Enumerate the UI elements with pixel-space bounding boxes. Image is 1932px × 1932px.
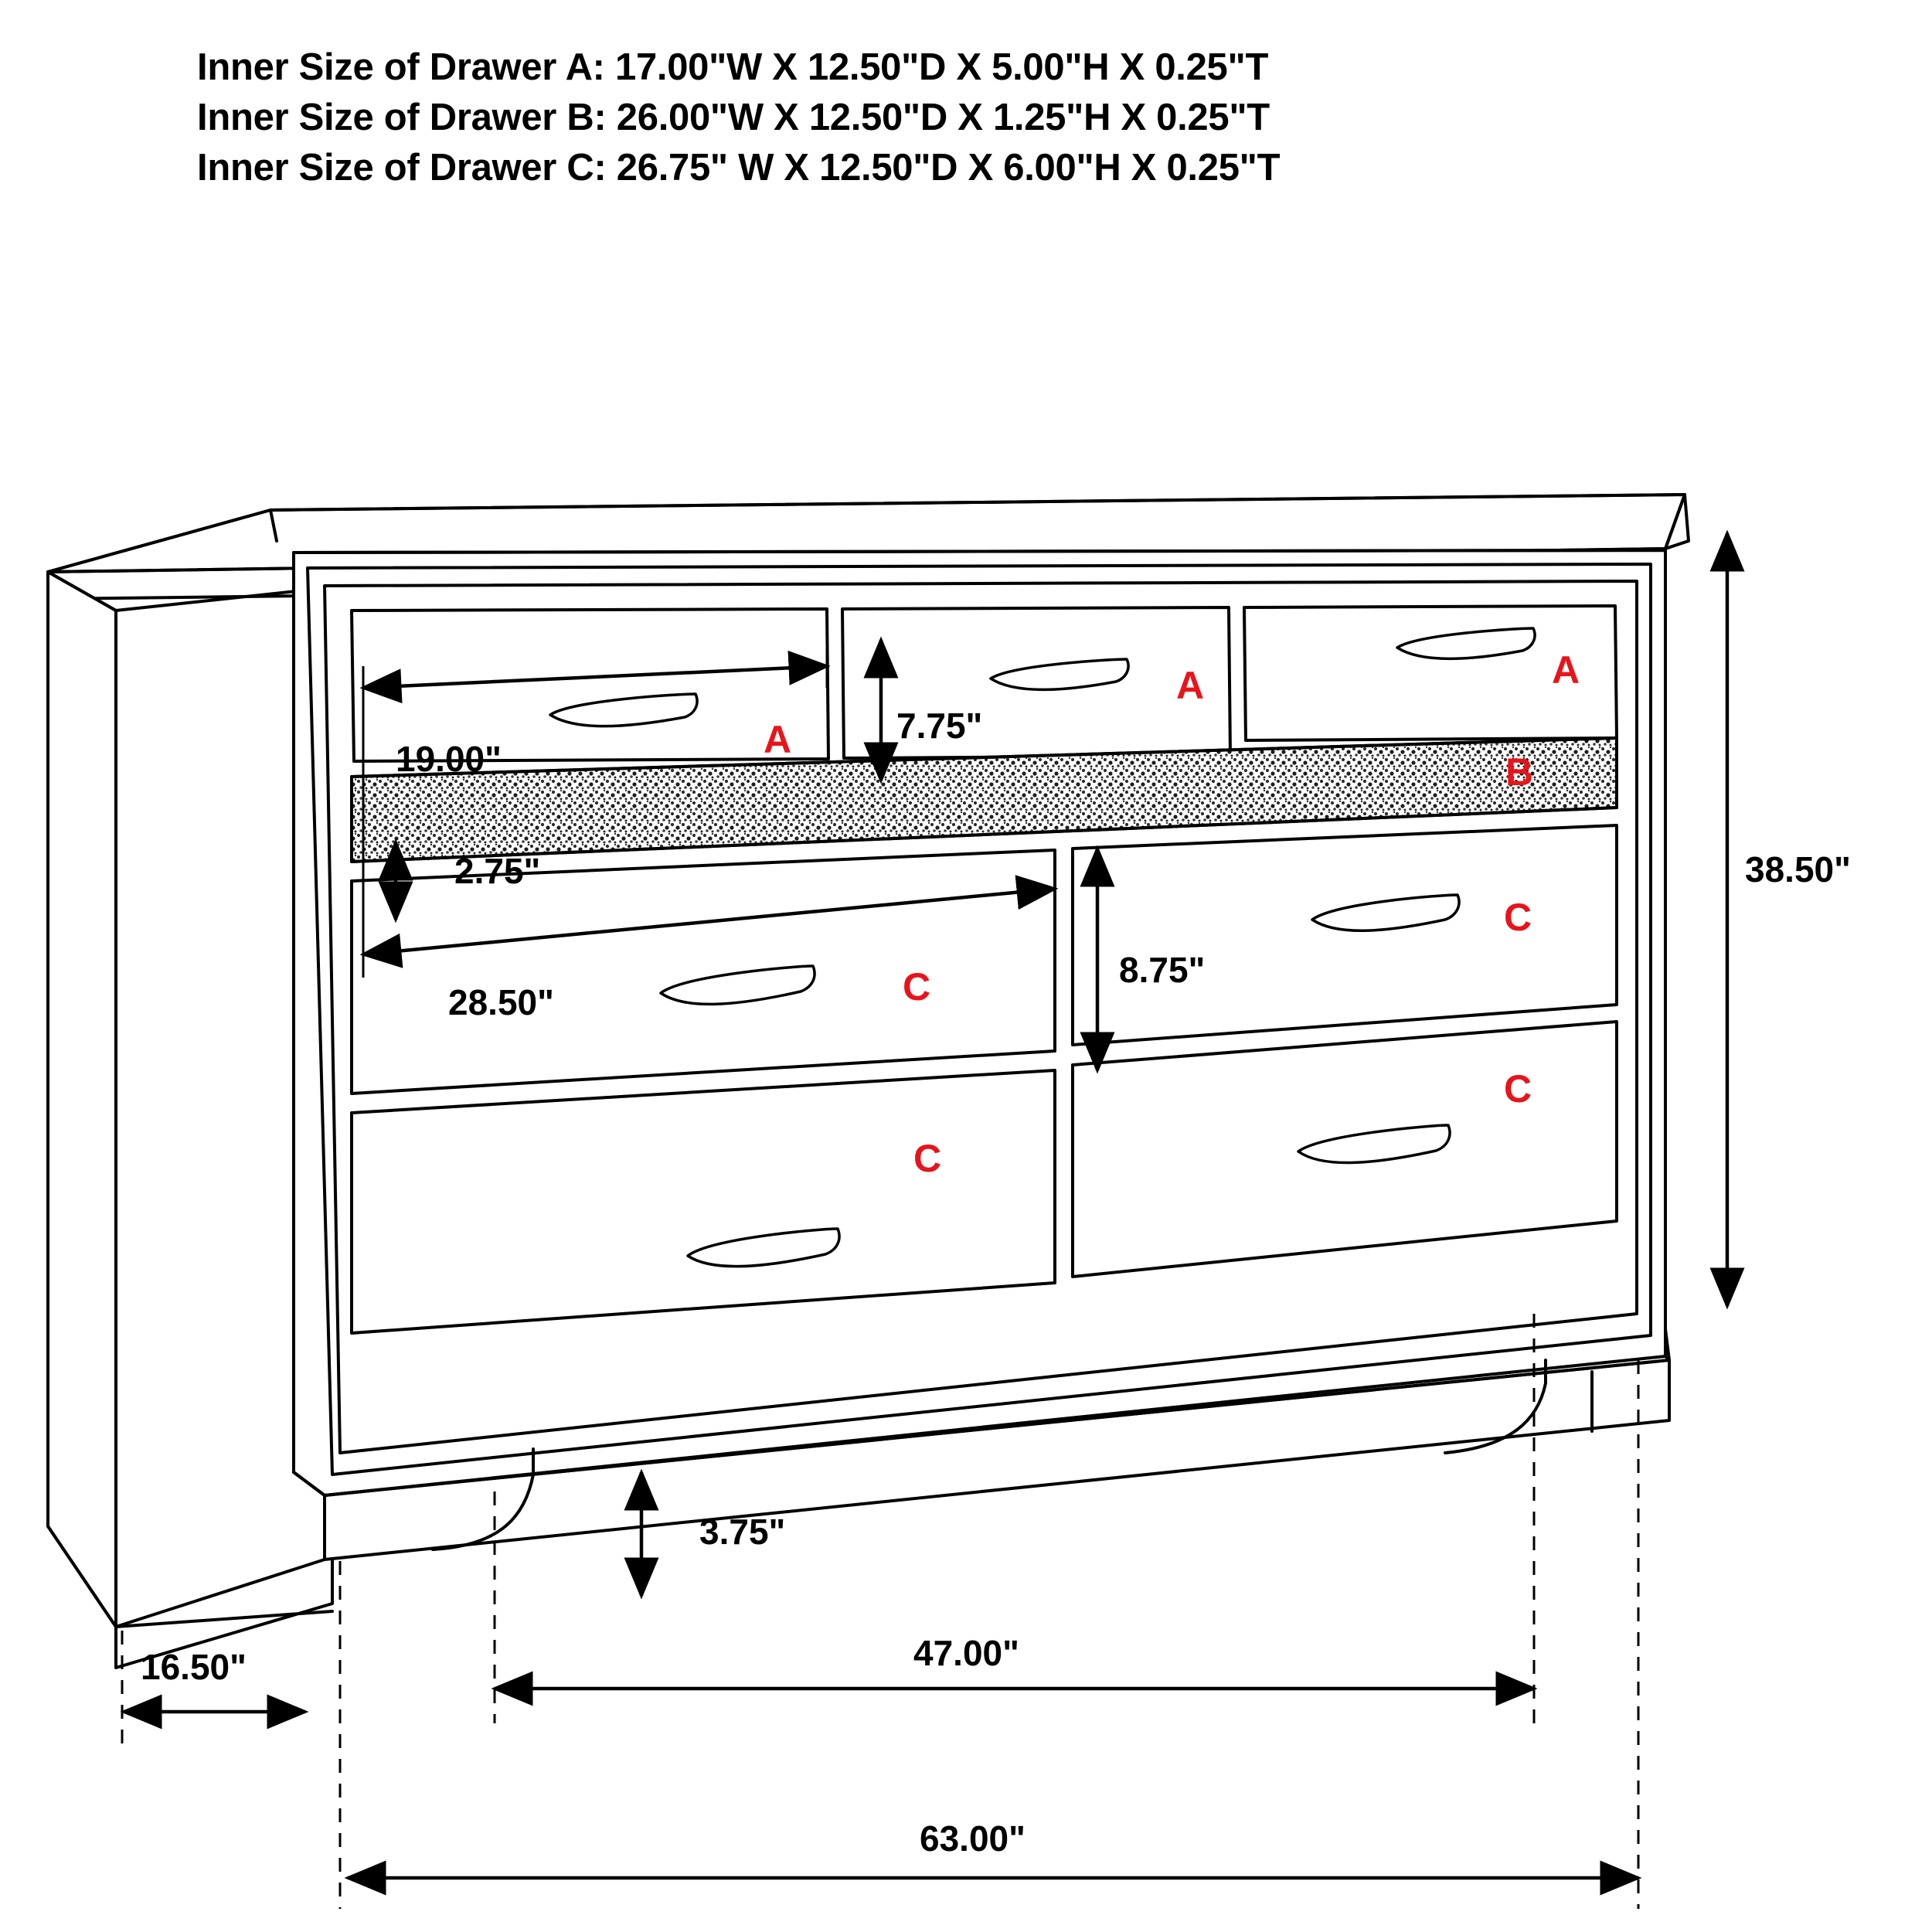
tag-a-middle: A xyxy=(1176,664,1205,707)
dim-label-overall-width: 63.00" xyxy=(920,1818,1026,1859)
tag-a-right: A xyxy=(1552,648,1580,692)
dim-label-drawer-b-height: 2.75" xyxy=(454,851,541,891)
dim-label-drawer-a-width: 19.00" xyxy=(396,739,502,779)
tag-c-upper-right: C xyxy=(1504,896,1532,939)
dim-label-leg-span: 47.00" xyxy=(913,1633,1019,1673)
tag-a-left: A xyxy=(764,718,792,761)
dim-label-drawer-a-height: 7.75" xyxy=(896,706,983,746)
tag-c-lower-right: C xyxy=(1504,1067,1532,1111)
dim-label-drawer-c-height: 8.75" xyxy=(1119,950,1206,990)
spec-line-drawer-b: Inner Size of Drawer B: 26.00"W X 12.50"D X 1.25"H X 0.25"T xyxy=(197,97,1270,139)
dim-label-drawer-c-width: 28.50" xyxy=(448,982,554,1022)
dim-label-base-clearance: 3.75" xyxy=(699,1512,786,1552)
tag-c-lower-left: C xyxy=(913,1137,942,1180)
dim-label-depth: 16.50" xyxy=(141,1647,247,1687)
spec-line-drawer-c: Inner Size of Drawer C: 26.75" W X 12.50"D X 6.00"H X 0.25"T xyxy=(197,147,1281,189)
spec-line-drawer-a: Inner Size of Drawer A: 17.00"W X 12.50"D X 5.00"H X 0.25"T xyxy=(197,46,1269,88)
tag-b-right: B xyxy=(1505,750,1534,794)
dim-label-overall-height: 38.50" xyxy=(1745,849,1851,889)
tag-c-upper-left: C xyxy=(903,965,931,1009)
